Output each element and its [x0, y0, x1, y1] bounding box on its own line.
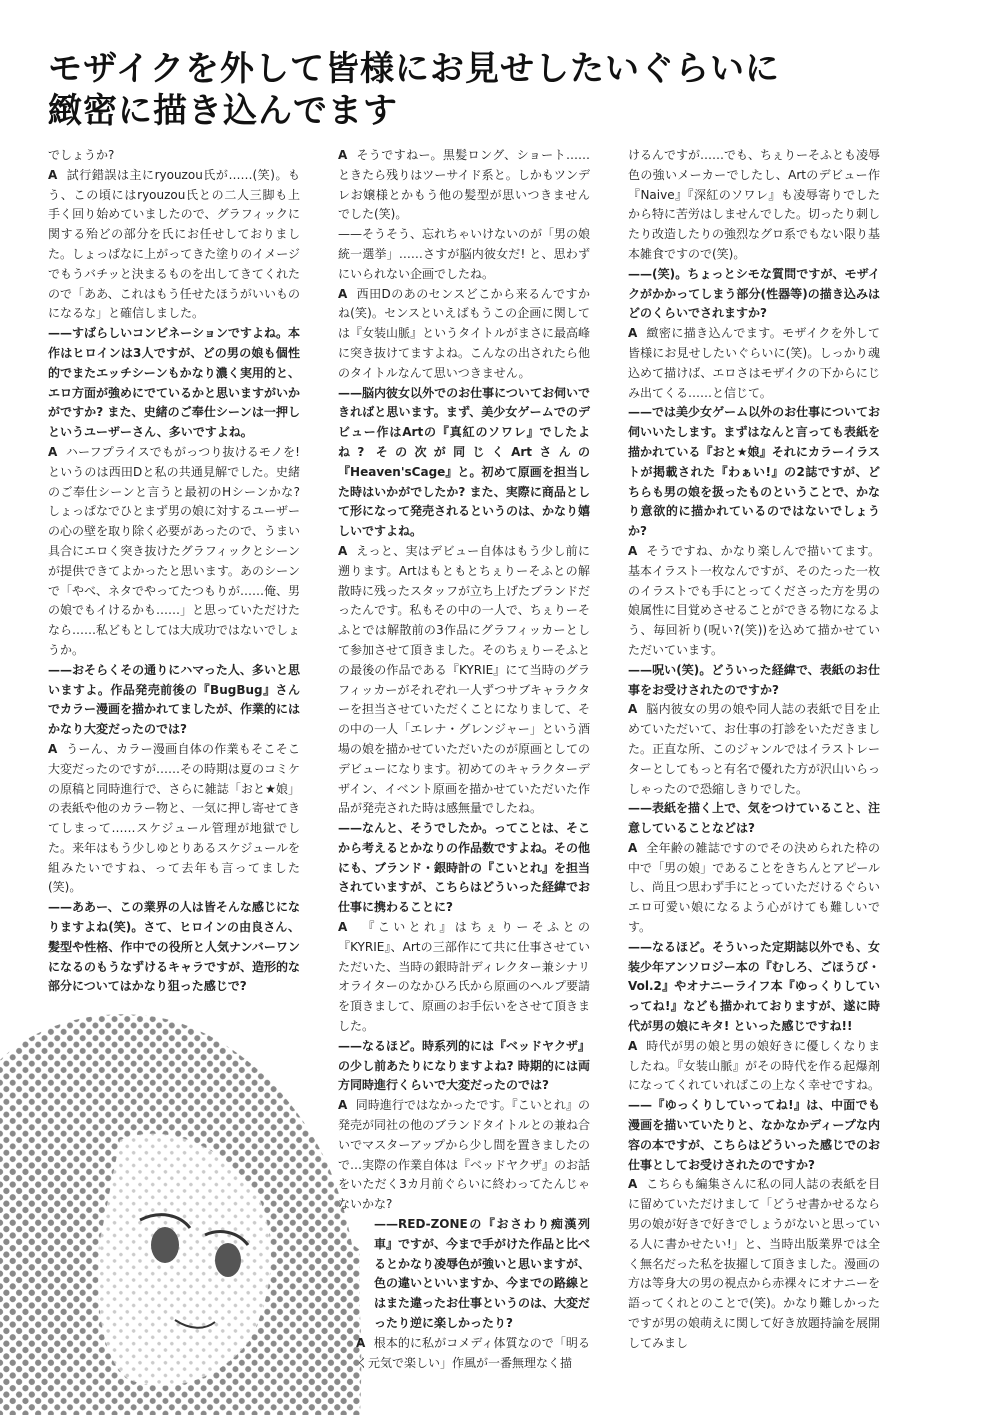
interview-answer: A 全年齢の雑誌ですのでその決められた枠の中で「男の娘」であることをきちんとアピールし、尚且つ思わず手にとっていただけるぐらいエロ可愛い娘になるよう心がけても難しいです。 — [628, 839, 880, 938]
interview-question: ——『ゆっくりしていってね!』は、中面でも漫画を描いていたりと、なかなかディープな内容の本ですが、こちらはどういった感じでのお仕事としてお受けされたのですか? — [628, 1098, 881, 1172]
headline-line-1: モザイクを外して皆様にお見せしたいぐらいに — [48, 49, 780, 89]
interview-question: ——では美少女ゲーム以外のお仕事についてお伺いいたします。まずはなんと言っても表紙を描かれている『おと★娘』それにカラーイラストが掲載された『わぁい!』の2誌ですが、どちらも男の娘を扱ったものということで、かなり意欲的に描かれているのではないでしょうか? — [628, 405, 880, 539]
article-column-2 — [338, 146, 590, 1373]
interview-question: ——おそらくその通りにハマった人、多いと思いますよ。作品発売前後の『BugBug』さんでカラー漫画を描かれてましたが、作業的にはかなり大変だったのでは? — [48, 662, 301, 737]
interview-question: ——ああー、この業界の人は皆そんな感じになりますよね(笑)。さて、ヒロインの由良さん、髪型や性格、作中での役所と人気ナンバーワンになるのもうなずけるキャラですが、造形的な部分についてはかなり狙った感じで? — [48, 900, 301, 994]
article-headline — [48, 48, 948, 132]
interview-question: ——(笑)。ちょっとシモな質問ですが、モザイクがかかってしまう部分(性器等)の描き込みはどのくらいでされますか? — [628, 266, 880, 321]
interview-answer: でしょうか? — [48, 148, 115, 162]
interview-question: ——脳内彼女以外でのお仕事についてお伺いできればと思います。まず、美少女ゲームでのデビュー作はArtの『真紅のソワレ』でしたよね? その次が同じくArtさんの『Heaven'sCage』と。初めて原画を担当した時はいかがでしたか? また、実際に商品として形になって発売されるというのは、かなり嬉しいですよね。 — [338, 385, 591, 539]
interview-question: ——RED-ZONEの『おさわり痴漢列車』ですが、今まで手がけた作品と比べるとかなり凌辱色が強いと思いますが、色の違いといいますか、今までの路線とはまた違ったお仕事というのは、大変だったり逆に楽しかったり? — [374, 1217, 591, 1331]
interview-question: ——なるほど。そういった定期誌以外でも、女装少年アンソロジー本の『むしろ、ごほうび・Vol.2』やオナニーライフ本『ゆっくりしていってね!』なども描かれておりますが、遂に時代が男の娘にキタ! といった感じですね!! — [628, 939, 881, 1034]
interview-answer: A 時代が男の娘と男の娘好きに優しくなりましたね。『女装山脈』がその時代を作る起爆剤になってくれていればこの上なく幸せですね。 — [628, 1037, 880, 1096]
interview-answer: けるんですが……でも、ちぇりーそふとも凌辱色の強いメーカーでしたし、Artのデビュー作『Naive』『深紅のソワレ』も凌辱寄りでしたから特に苦労はしませんでした。切ったり刺したり改造したりの強烈なグロ系でもない限り基本雑食ですので(笑)。 — [628, 148, 881, 261]
interview-answer: A 『こいとれ』はちぇりーそふとの『KYRIE』、Artの三部作にて共に仕事させていただいた、当時の銀時計ディレクター兼シナリオライターのなかひろ氏から原画のヘルプ要請を頂きまして、原画のお手伝いをさせて頂きました。 — [338, 918, 590, 1037]
interview-question: ——表紙を描く上で、気をつけていること、注意していることなどは? — [628, 801, 880, 836]
interview-answer: A うーん、カラー漫画自体の作業もそこそこ大変だったのですが……その時期は夏のコミケの原稿と同時進行で、さらに雑誌「おと★娘」の表紙や他のカラー物と、一気に押し寄せてきてしまって……スケジュール管理が地獄でした。来年はもう少しゆとりあるスケジュールを組みたいですね、って去年も言ってました(笑)。 — [48, 740, 300, 898]
interview-answer: A 試行錯誤は主にryouzou氏が……(笑)。もう、この頃にはryouzou氏との二人三脚も上手く回り始めていましたので、グラフィックに関する殆どの部分を氏にお任せしておりました。しょっぱなに上がってきた塗りのイメージでもうバチッと決まるものを出してきてくれたので「ああ、これはもう任せたほうがいいものになるな」と確信しました。 — [48, 166, 300, 324]
interview-answer: A ハーフプライスでもがっつり抜けるモノを!というのは西田Dと私の共通見解でした。史緒のご奉仕シーンと言うと最初のHシーンかな?しょっぱなでひとまず男の娘に対するユーザーの心の壁を取り除く必要があったので、うまい具合にエロく突き抜けたグラフィックとシーンが提供できてよかったと思います。あのシーンで「やべ、ネタでやってたつもりが……俺、男の娘でもイけるかも……」と思っていただけたなら……私どもとしては大成功ではないでしょうか。 — [48, 443, 300, 661]
interview-answer: ——そうそう、忘れちゃいけないのが「男の娘統一選挙」……さすが脳内彼女だ! と、思わずにいられない企画でしたね。 — [338, 227, 591, 281]
article-column-3 — [628, 146, 880, 1354]
interview-question: ——なるほど。時系列的には『ベッドヤクザ』の少し前あたりになりますよね? 時期的には両方同時進行くらいで大変だったのでは? — [338, 1038, 591, 1093]
interview-question: ——呪い(笑)。どういった経緯で、表紙のお仕事をお受けされたのですか? — [628, 662, 880, 697]
interview-question: ——なんと、そうでしたか。ってことは、そこから考えるとかなりの作品数ですよね。その他にも、ブランド・銀時計の『こいとれ』を担当されていますが、こちらはどういった経緯でお仕事に携わることに? — [338, 821, 591, 915]
interview-answer: A 西田Dのあのセンスどこから来るんですかね(笑)。センスといえばもうこの企画に関しては『女装山脈』というタイトルがまさに最高峰に突き抜けてますよね。こんなの出されたら他のタイトルなんて思いつきません。 — [338, 285, 590, 384]
interview-answer: A 根本的に私がコメディ体質なので「明るく元気で楽しい」作風が一番無理なく描 — [356, 1334, 590, 1374]
interview-answer: A 緻密に描き込んでます。モザイクを外して皆様にお見せしたいぐらいに(笑)。しっかり魂込めて描けば、エロさはモザイクの下からにじみ出てくる……と信じて。 — [628, 324, 880, 403]
interview-answer: A 脳内彼女の男の娘や同人誌の表紙で目を止めていただいて、お仕事の打診をいただきました。正直な所、このジャンルではイラストレーターとしてもっと有名で優れた方が沢山いらっしゃったので恐縮しきりでした。 — [628, 700, 880, 799]
interview-question: ——すばらしいコンビネーションですよね。本作はヒロインは3人ですが、どの男の娘も個性的でまたエッチシーンもかなり濃く実用的と、エロ方面が強めにでているかと思いますがいかがですか? また、史緒のご奉仕シーンは一押しというユーザーさん、多いですよね。 — [48, 326, 301, 440]
halftone-character-illustration — [0, 1000, 370, 1415]
interview-answer: A そうですね、かなり楽しんで描いてます。基本イラスト一枚なんですが、そのたった一枚のイラストでも手にとってくださった方を男の娘属性に目覚めさせることができる物になるよう、毎回祈り(呪い?(笑))を込めて描かせていただいています。 — [628, 542, 880, 661]
interview-answer: A こちらも編集さんに私の同人誌の表紙を目に留めていただけまして「どうせ書かせるなら男の娘が好きで好きでしょうがないと思っている人に書かせたい!」と、当時出版業界では全く無名だった私を抜擢して頂きました。漫画の方は等身大の男の視点から赤裸々にオナニーを語ってくれとのことで(笑)。かなり難しかったですが男の娘萌えに関して好き放題持論を展開してみまし — [628, 1175, 880, 1353]
headline-line-2: 緻密に描き込んでます — [48, 91, 398, 131]
interview-answer: A そうですねー。黒髪ロング、ショート……ときたら残りはツーサイド系と。しかもツンデレお嬢様とかもう他の髪型が思いつきませんでした(笑)。 — [338, 146, 590, 225]
article-column-1 — [48, 146, 300, 997]
interview-answer: A 同時進行ではなかったです。『こいとれ』の発売が同社の他のブランドタイトルとの兼ね合いでマスターアップから少し間を置きましたので…実際の作業自体は『ベッドヤクザ』のお話をいただく3カ月前ぐらいに終わってたんじゃないかな? — [338, 1096, 590, 1215]
interview-answer: A えっと、実はデビュー自体はもう少し前に遡ります。Artはもともとちぇりーそふとの解散時に残ったスタッフが立ち上げたブランドだったんです。私もその中の一人で、ちぇりーそふとでは解散前の3作品にグラフィッカーとして参加させて頂きました。そのちぇりーそふとの最後の作品である『KYRIE』にて当時のグラフィッカーがそれぞれ一人ずつサブキャラクターを担当させていただくことになりまして、その中の一人「エレナ・グレンジャー」という酒場の娘を描かせていただいたのが原画としてのデビューになります。初めてのキャラクターデザイン、イベント原画を描かせていただいた作品が発売された時は感無量でしたね。 — [338, 542, 590, 819]
